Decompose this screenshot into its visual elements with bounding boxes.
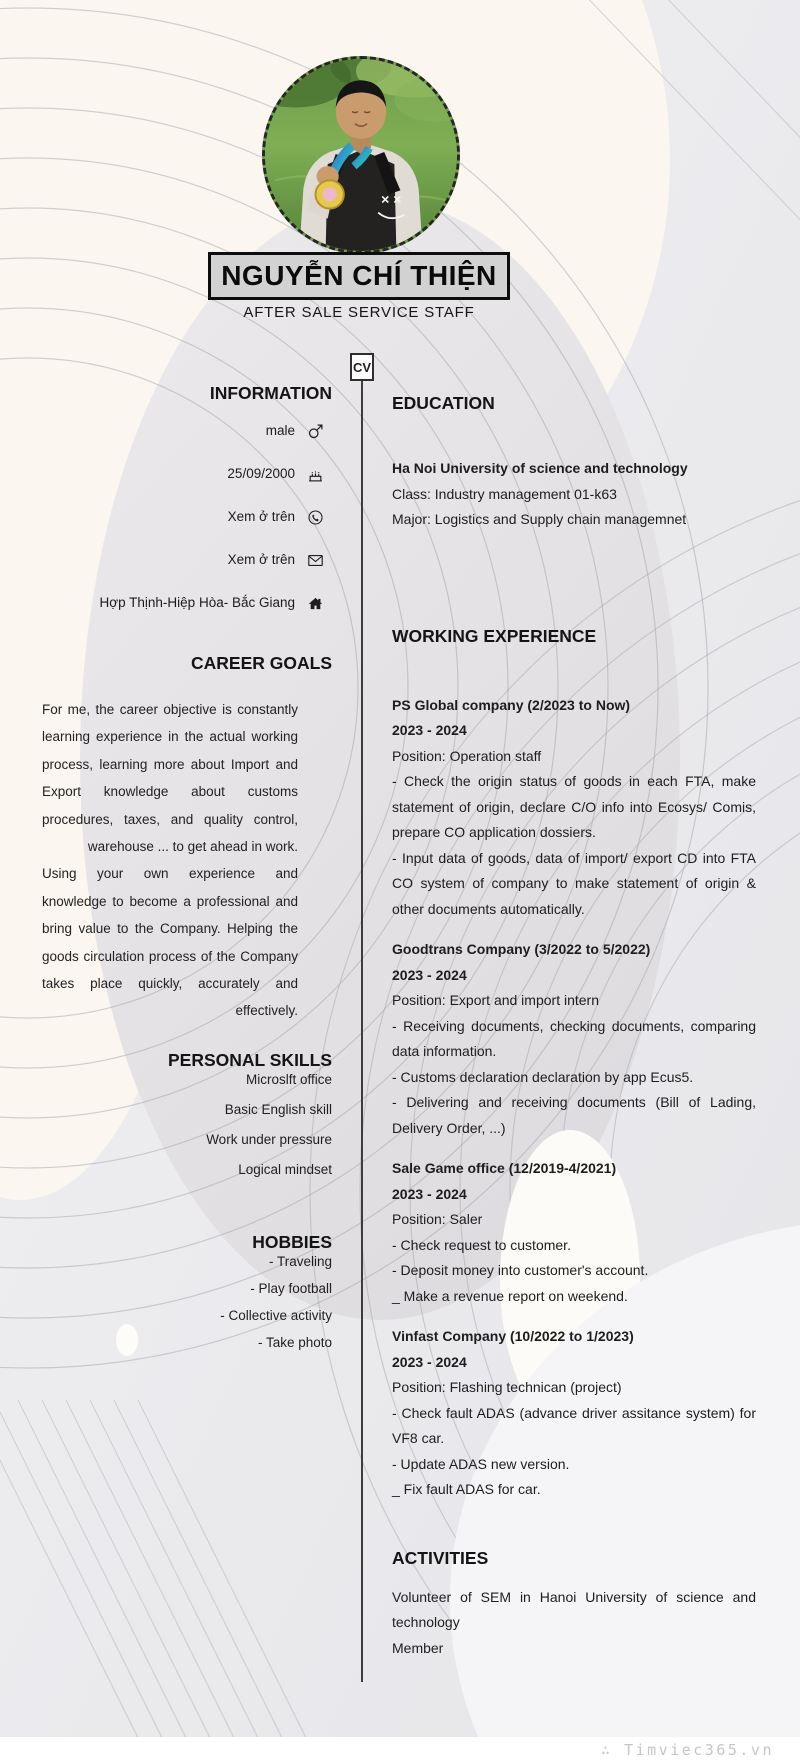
envelope-icon [307, 552, 324, 569]
job-bullet: _ Make a revenue report on weekend. [392, 1287, 628, 1304]
personal-skills-list [40, 1071, 332, 1179]
job-bullet: _ Fix fault ADAS for car. [392, 1481, 541, 1497]
info-email-value: Xem ở trên [227, 552, 295, 567]
information-list [40, 422, 332, 612]
career-goals-heading: CAREER GOALS [191, 653, 332, 673]
job-period: 2023 - 2024 [392, 966, 467, 983]
activity-line: Volunteer of SEM in Hanoi University of science and technology [392, 1588, 756, 1630]
hobby-item: - Traveling [268, 1253, 332, 1269]
info-gender-value: male [265, 423, 295, 438]
info-row-email [40, 551, 332, 569]
hobbies-list [40, 1253, 332, 1352]
job-entry [392, 1156, 756, 1309]
job-position: Position: Flashing technican (project) [392, 1379, 622, 1395]
career-goals-paragraph: For me, the career objective is constantly learning experience in the actual working process, learning more about Import and Export knowledge about customs procedures, taxes, and quality control, warehouse ... to get ahead in work. [42, 702, 298, 855]
education-heading: EDUCATION [392, 393, 495, 413]
hobbies-heading: HOBBIES [252, 1231, 332, 1252]
job-company: Sale Game office (12/2019-4/2021) [392, 1160, 617, 1176]
job-bullet: - Customs declaration declaration by app Ecus5. [392, 1068, 694, 1085]
job-bullet: - Receiving documents, checking documents, comparing data information. [392, 1017, 756, 1059]
info-phone-value: Xem ở trên [227, 509, 295, 524]
job-bullet: - Deposit money into customer's account. [392, 1262, 649, 1278]
skill-item: Work under pressure [206, 1131, 332, 1147]
job-period: 2023 - 2024 [392, 722, 467, 738]
footer-band [0, 1737, 800, 1762]
info-row-address [40, 594, 332, 612]
job-bullet: - Check fault ADAS (advance driver assitance system) for VF8 car. [392, 1404, 756, 1446]
job-position: Position: Operation staff [392, 747, 542, 764]
job-position: Position: Saler [392, 1211, 483, 1227]
info-row-birthday [40, 465, 332, 483]
job-entry [392, 693, 756, 923]
education-class: Class: Industry management 01-k63 [392, 485, 617, 502]
right-column [392, 392, 756, 1661]
house-icon [307, 595, 324, 612]
education-major: Major: Logistics and Supply chain managemnet [392, 511, 687, 527]
birthday-cake-icon [307, 466, 324, 483]
info-row-phone [40, 508, 332, 526]
skill-item: Logical mindset [238, 1161, 332, 1177]
job-bullet: - Input data of goods, data of import/ export CD into FTA CO system of company to make statement of origin & other documents automatically. [392, 849, 756, 917]
job-company: PS Global company (2/2023 to Now) [392, 696, 631, 713]
education-entry [392, 456, 756, 533]
career-goals-text [42, 696, 298, 1025]
candidate-name: NGUYỄN CHÍ THIỆN [221, 260, 497, 291]
job-title: AFTER SALE SERVICE STAFF [243, 304, 475, 321]
column-divider [361, 380, 363, 1682]
information-heading: INFORMATION [209, 383, 332, 403]
skill-item: Basic English skill [224, 1101, 332, 1117]
watermark: ∴ Timviec365.vn [601, 1740, 774, 1759]
phone-icon [307, 509, 324, 526]
working-experience-heading: WORKING EXPERIENCE [392, 625, 597, 646]
job-company: Vinfast Company (10/2022 to 1/2023) [392, 1328, 634, 1344]
job-entry [392, 1324, 756, 1503]
activity-line: Member [392, 1639, 444, 1656]
info-row-gender [40, 422, 332, 440]
education-school: Ha Noi University of science and technology [392, 460, 688, 476]
info-address-value: Hợp Thịnh-Hiệp Hòa- Bắc Giang [99, 595, 295, 610]
job-company: Goodtrans Company (3/2022 to 5/2022) [392, 941, 651, 957]
job-position: Position: Export and import intern [392, 992, 599, 1008]
job-bullet: - Check request to customer. [392, 1236, 571, 1253]
job-entry [392, 937, 756, 1141]
left-column [40, 382, 332, 1361]
hobby-item: - Play football [250, 1280, 332, 1296]
career-goals-paragraph: Using your own experience and knowledge to become a professional and bring value to the Company. Helping the goods circulation process of the Company takes place quickly, accurately and effectively. [42, 866, 298, 1019]
job-bullet: - Update ADAS new version. [392, 1455, 570, 1472]
profile-photo [262, 56, 460, 254]
job-list [392, 693, 756, 1503]
hobby-item: - Take photo [257, 1334, 332, 1350]
skill-item: Microslft office [245, 1071, 332, 1087]
name-box [208, 252, 510, 300]
activities-entry [392, 1585, 756, 1662]
job-period: 2023 - 2024 [392, 1353, 467, 1370]
job-bullet: - Delivering and receiving documents (Bill of Lading, Delivery Order, ...) [392, 1094, 756, 1136]
info-birthday-value: 25/09/2000 [227, 466, 295, 481]
male-icon [307, 423, 324, 440]
job-bullet: - Check the origin status of goods in each FTA, make statement of origin, declare C/O info into Ecosys/ Comis, prepare CO application dossiers. [392, 773, 756, 840]
personal-skills-heading: PERSONAL SKILLS [167, 1049, 332, 1070]
activities-heading: ACTIVITIES [392, 1547, 489, 1568]
cv-badge: CV [350, 353, 374, 381]
profile-photo-image [265, 59, 457, 251]
hobby-item: - Collective activity [220, 1307, 332, 1323]
job-period: 2023 - 2024 [392, 1185, 467, 1202]
